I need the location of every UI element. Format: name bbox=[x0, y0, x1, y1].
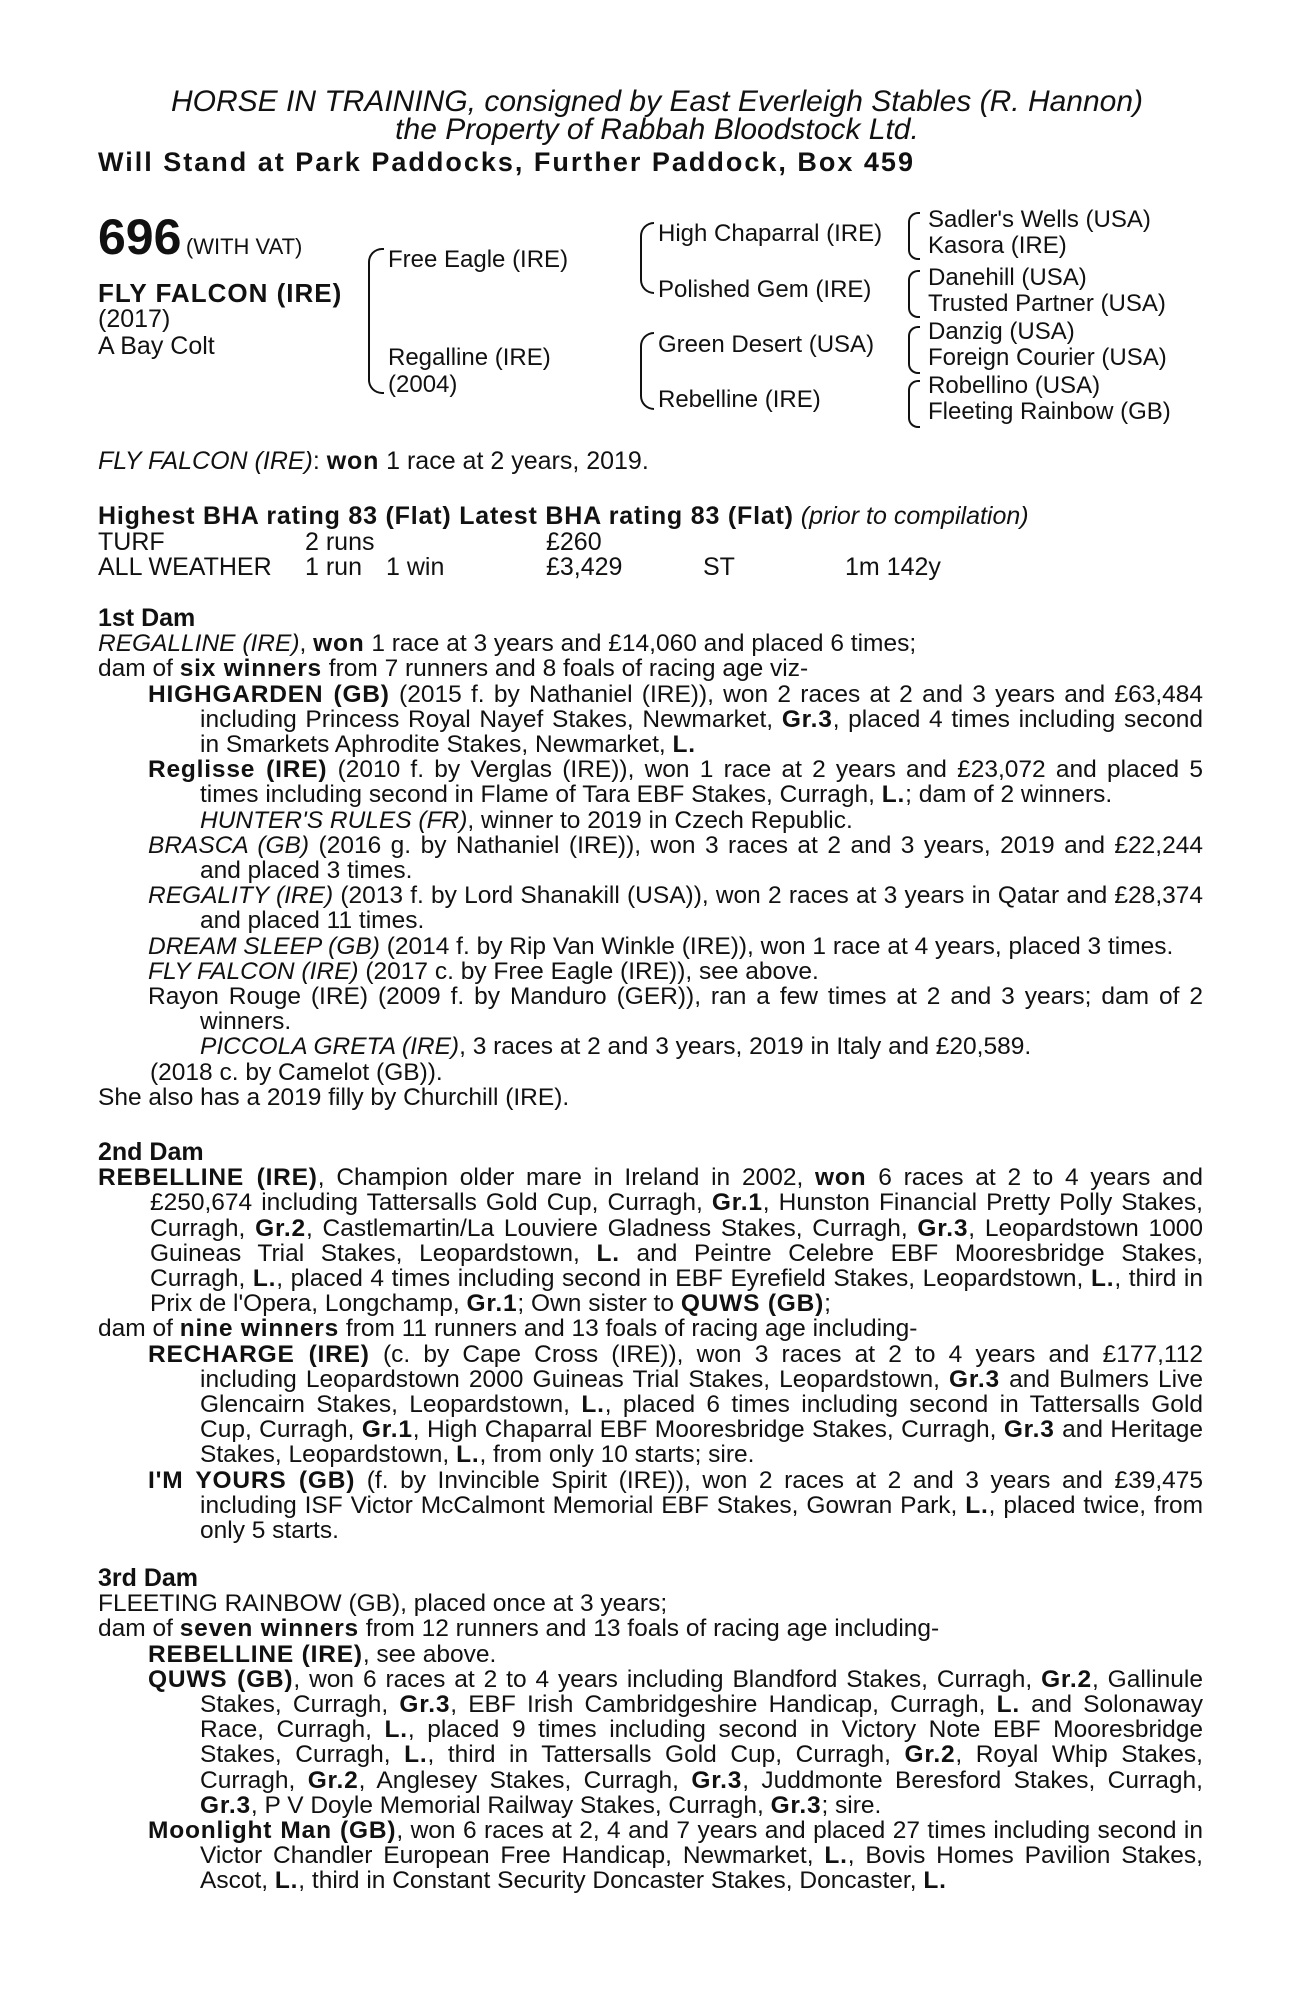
grade: Gr.1 bbox=[361, 1416, 413, 1444]
progeny-name: HIGHGARDEN (GB) bbox=[148, 680, 390, 708]
progeny-text: , Gallinule Stakes, Curragh, bbox=[200, 1665, 1203, 1719]
pedigree-dam-year: (2004) bbox=[388, 371, 458, 398]
progeny-text: , placed 4 times including second in Smarkets Aphrodite Stakes, Newmarket, bbox=[200, 705, 1203, 759]
pedigree-g1: Sadler's Wells (USA) bbox=[928, 206, 1151, 233]
pedigree-brace-g2 bbox=[908, 270, 920, 318]
progeny-name: RECHARGE (IRE) bbox=[148, 1340, 370, 1368]
sister-name: QUWS (GB) bbox=[680, 1290, 825, 1318]
aw-wins: 1 win bbox=[386, 553, 445, 581]
rating-line bbox=[98, 502, 1029, 531]
listed: L. bbox=[274, 1867, 299, 1895]
progeny-text: (2010 f. by Verglas (IRE)), won 1 race at 2 years and £23,072 and placed 5 times including second in Flame of Tara EBF Stakes, Curragh, bbox=[200, 756, 1203, 809]
record-text: and Peintre Celebre EBF Mooresbridge Stakes, Curragh, bbox=[150, 1239, 1203, 1293]
grade: Gr.2 bbox=[904, 1741, 956, 1769]
rating-note: (prior to compilation) bbox=[800, 502, 1029, 530]
summary-won: won bbox=[326, 447, 380, 475]
progeny-name: REGALITY (IRE) bbox=[148, 882, 334, 910]
progeny-text: , High Chaparral EBF Mooresbridge Stakes, Curragh, bbox=[412, 1416, 997, 1444]
record-text: , Leopardstown 1000 Guineas Trial Stakes, Leopardstown, bbox=[150, 1214, 1203, 1267]
progeny-name: DREAM SLEEP (GB) bbox=[148, 932, 380, 960]
progeny-hunters-rules bbox=[98, 808, 1203, 833]
pedigree-sire-sire: High Chaparral (IRE) bbox=[658, 220, 883, 247]
first-dam-section bbox=[98, 606, 1203, 1110]
progeny-text: , placed 9 times including second in Victory Note EBF Mooresbridge Stakes, Curragh, bbox=[200, 1716, 1203, 1769]
winners-count: nine winners bbox=[179, 1315, 340, 1343]
record-won: won bbox=[815, 1164, 867, 1192]
pedigree-brace-dam bbox=[640, 332, 654, 410]
winners-count: seven winners bbox=[179, 1615, 359, 1643]
grade: Gr.1 bbox=[466, 1290, 518, 1318]
progeny-text: (f. by Invincible Spirit (IRE)), won 2 races at 2 and 3 years and £39,475 including ISF Victor McCalmont Memorial EBF Stakes, Gowran Park, bbox=[200, 1466, 1204, 1519]
progeny-rebelline bbox=[98, 1642, 1203, 1667]
second-dam-produce bbox=[98, 1316, 1203, 1341]
progeny-text: ; sire. bbox=[821, 1791, 882, 1819]
aw-runs: 1 run bbox=[305, 553, 362, 581]
progeny-text: , see above. bbox=[362, 1640, 497, 1668]
progeny-text: (c. by Cape Cross (IRE)), won 3 races at 2 to 4 years and £177,112 including Leopardstown 2000 Guineas Trial Stakes, Leopardstown, bbox=[200, 1340, 1203, 1393]
grade: Gr.3 bbox=[949, 1365, 1000, 1393]
record-text: , placed 4 times including second in EBF Eyrefield Stakes, Leopardstown, bbox=[276, 1265, 1084, 1293]
second-dam-heading: 2nd Dam bbox=[98, 1138, 204, 1166]
lot-number-line bbox=[98, 208, 302, 266]
progeny-text: (2017 c. by Free Eagle (IRE)), see above. bbox=[365, 957, 819, 985]
pedigree-brace-main bbox=[368, 248, 384, 394]
progeny-name: BRASCA (GB) bbox=[148, 831, 310, 859]
first-dam-heading: 1st Dam bbox=[98, 604, 196, 632]
first-dam-runners: from 7 runners and 8 foals of racing age viz- bbox=[328, 655, 809, 683]
progeny-text: (2013 f. by Lord Shanakill (USA)), won 2 races at 3 years in Qatar and £28,374 and placed 11 times. bbox=[200, 882, 1203, 935]
third-dam-produce bbox=[98, 1616, 1203, 1641]
progeny-brasca bbox=[98, 833, 1203, 883]
pedigree-g2: Kasora (IRE) bbox=[928, 232, 1067, 259]
grade: Gr.2 bbox=[307, 1766, 359, 1794]
pedigree-g6: Foreign Courier (USA) bbox=[928, 344, 1167, 371]
listed: L. bbox=[596, 1239, 620, 1267]
third-dam-section bbox=[98, 1566, 1203, 1894]
summary-rest: 1 race at 2 years, 2019. bbox=[386, 447, 649, 475]
pedigree-brace-g3 bbox=[908, 326, 920, 374]
progeny-text: (2014 f. by Rip Van Winkle (IRE)), won 1 race at 4 years, placed 3 times. bbox=[386, 932, 1174, 960]
progeny-name: Moonlight Man (GB) bbox=[148, 1817, 397, 1845]
progeny-fly-falcon bbox=[98, 959, 1203, 984]
progeny-2018: (2018 c. by Camelot (GB)). bbox=[150, 1058, 443, 1086]
pedigree-brace-g4 bbox=[908, 380, 920, 428]
progeny-text: and Bulmers Live Glencairn Stakes, Leopardstown, bbox=[200, 1365, 1204, 1419]
aw-amount: £3,429 bbox=[546, 553, 623, 581]
pedigree-g5: Danzig (USA) bbox=[928, 318, 1075, 345]
summary-name: FLY FALCON (IRE) bbox=[98, 447, 313, 475]
progeny-text: , EBF Irish Cambridgeshire Handicap, Curragh, bbox=[450, 1691, 986, 1719]
grade: Gr.3 bbox=[917, 1214, 969, 1242]
vat-note: (WITH VAT) bbox=[185, 234, 303, 259]
third-dam-record: FLEETING RAINBOW (GB), placed once at 3 years; bbox=[98, 1590, 668, 1618]
listed: L. bbox=[384, 1716, 408, 1744]
pedigree-sire-dam: Polished Gem (IRE) bbox=[658, 276, 872, 303]
progeny-regality bbox=[98, 883, 1203, 933]
listed: L. bbox=[996, 1691, 1020, 1719]
turf-runs: 2 runs bbox=[305, 528, 375, 556]
progeny-moonlight-man bbox=[98, 1818, 1203, 1894]
turf-label: TURF bbox=[98, 528, 165, 556]
progeny-text: , third in Constant Security Doncaster Stakes, Doncaster, bbox=[298, 1867, 917, 1895]
pedigree-g8: Fleeting Rainbow (GB) bbox=[928, 398, 1171, 425]
header-consignor: HORSE IN TRAINING, consigned by East Everleigh Stables (R. Hannon) bbox=[170, 85, 1144, 118]
progeny-quws bbox=[98, 1667, 1203, 1818]
first-dam-winners: six winners bbox=[179, 655, 322, 683]
listed: L. bbox=[581, 1391, 605, 1419]
pedigree-dam-dam: Rebelline (IRE) bbox=[658, 386, 821, 413]
record-text: , Castlemartin/La Louviere Gladness Stakes, Curragh, bbox=[305, 1214, 908, 1242]
progeny-reglisse bbox=[98, 757, 1203, 807]
grade: Gr.1 bbox=[711, 1189, 763, 1217]
runners-text: from 11 runners and 13 foals of racing age including- bbox=[345, 1315, 918, 1343]
grade: Gr.2 bbox=[1041, 1665, 1092, 1693]
progeny-piccola-greta bbox=[98, 1034, 1203, 1059]
aw-label: ALL WEATHER bbox=[98, 553, 272, 581]
first-dam-line1: REGALLINE (IRE), won 1 race at 3 years and £14,060 and placed 6 times; bbox=[98, 630, 917, 658]
progeny-rayon-rouge bbox=[98, 984, 1203, 1034]
progeny-name: REBELLINE (IRE) bbox=[148, 1640, 363, 1668]
progeny-text: , Royal Whip Stakes, Curragh, bbox=[200, 1741, 1203, 1794]
progeny-im-yours bbox=[98, 1468, 1203, 1544]
record-text: , Champion older mare in Ireland in 2002, bbox=[317, 1164, 804, 1192]
aw-going: ST bbox=[703, 553, 735, 581]
grade: Gr.3 bbox=[770, 1791, 822, 1819]
progeny-highgarden bbox=[98, 682, 1203, 758]
progeny-text: and Heritage Stakes, Leopardstown, bbox=[200, 1416, 1203, 1469]
first-dam-line2 bbox=[98, 656, 1203, 681]
progeny-name: I'M YOURS (GB) bbox=[148, 1466, 356, 1494]
first-dam-won: won bbox=[313, 630, 365, 658]
progeny-name: FLY FALCON (IRE) bbox=[148, 957, 359, 985]
progeny-text: , winner to 2019 in Czech Republic. bbox=[467, 806, 853, 834]
progeny-text: (2016 g. by Nathaniel (IRE)), won 3 races at 2 and 3 years, 2019 and £22,244 and placed 3 times. bbox=[200, 831, 1203, 885]
lot-name: FLY FALCON (IRE) bbox=[98, 278, 343, 308]
pedigree-brace-sire bbox=[640, 222, 654, 294]
second-dam-record bbox=[98, 1165, 1203, 1316]
progeny-text: , third in Tattersalls Gold Cup, Curragh, bbox=[427, 1741, 891, 1769]
listed: L. bbox=[456, 1441, 480, 1469]
progeny-text: , Juddmonte Beresford Stakes, Curragh, bbox=[742, 1766, 1203, 1794]
first-dam-filly: She also has a 2019 filly by Churchill (IRE). bbox=[98, 1083, 570, 1111]
header-property: the Property of Rabbah Bloodstock Ltd. bbox=[395, 113, 919, 146]
record-text: , Hunston Financial Pretty Polly Stakes, Curragh, bbox=[150, 1189, 1203, 1242]
progeny-text: , placed 6 times including second in Tattersalls Gold Cup, Curragh, bbox=[200, 1391, 1204, 1444]
record-text: ; Own sister to bbox=[517, 1290, 674, 1318]
progeny-name: Reglisse (IRE) bbox=[148, 756, 328, 784]
record-text: 6 races at 2 to 4 years and £250,674 including Tattersalls Gold Cup, Curragh, bbox=[150, 1164, 1203, 1217]
progeny-text: , won 6 races at 2, 4 and 7 years and placed 27 times including second in Victor Chandler European Free Handicap, Newmarket, bbox=[200, 1817, 1204, 1870]
record-text: , third in Prix de l'Opera, Longchamp, bbox=[150, 1265, 1203, 1318]
listed: L. bbox=[881, 781, 906, 809]
grade: Gr.3 bbox=[399, 1691, 451, 1719]
first-dam-record: 1 race at 3 years and £14,060 and placed 6 times; bbox=[371, 630, 917, 658]
turf-amount: £260 bbox=[546, 528, 602, 556]
lot-year: (2017) bbox=[98, 305, 171, 333]
header-location: Will Stand at Park Paddocks, Further Paddock, Box 459 bbox=[98, 147, 915, 177]
runners-text: from 12 runners and 13 foals of racing age including- bbox=[365, 1615, 940, 1643]
listed: L. bbox=[1090, 1265, 1115, 1293]
progeny-text: and Solonaway Race, Curragh, bbox=[200, 1691, 1204, 1744]
listed: L. bbox=[965, 1491, 989, 1519]
lot-number: 696 bbox=[98, 209, 182, 265]
progeny-text: , placed twice, from only 5 starts. bbox=[200, 1491, 1203, 1545]
aw-distance: 1m 142y bbox=[845, 553, 941, 581]
listed: L. bbox=[923, 1867, 947, 1895]
damof-text: dam of bbox=[98, 1615, 173, 1643]
grade: Gr.3 bbox=[200, 1791, 251, 1819]
progeny-text: Rayon Rouge (IRE) (2009 f. by Manduro (GER)), ran a few times at 2 and 3 years; dam of 2 winners. bbox=[148, 983, 1203, 1036]
progeny-text: , 3 races at 2 and 3 years, 2019 in Italy and £20,589. bbox=[459, 1033, 1032, 1061]
record-text: ; bbox=[824, 1290, 831, 1318]
rating-bold: Highest BHA rating 83 (Flat) Latest BHA rating 83 (Flat) bbox=[98, 502, 794, 530]
pedigree-g7: Robellino (USA) bbox=[928, 372, 1101, 399]
grade: Gr.3 bbox=[781, 705, 833, 733]
progeny-text: ; dam of 2 winners. bbox=[905, 781, 1113, 809]
grade: Gr.3 bbox=[1003, 1416, 1055, 1444]
progeny-dream-sleep bbox=[98, 934, 1203, 959]
progeny-name: QUWS (GB) bbox=[148, 1665, 294, 1693]
pedigree-sire: Free Eagle (IRE) bbox=[388, 246, 569, 273]
third-dam-heading: 3rd Dam bbox=[98, 1564, 199, 1592]
progeny-text: , from only 10 starts; sire. bbox=[479, 1441, 755, 1469]
pedigree-dam: Regalline (IRE) bbox=[388, 344, 551, 371]
listed: L. bbox=[672, 731, 696, 759]
progeny-name: PICCOLA GRETA (IRE) bbox=[200, 1033, 460, 1061]
progeny-name: HUNTER'S RULES (FR) bbox=[200, 806, 468, 834]
listed: L. bbox=[824, 1842, 848, 1870]
pedigree-dam-sire: Green Desert (USA) bbox=[658, 331, 875, 358]
pedigree-brace-g1 bbox=[908, 212, 920, 260]
damof-text: dam of bbox=[98, 1315, 173, 1343]
progeny-recharge bbox=[98, 1342, 1203, 1468]
progeny-text: , Bovis Homes Pavilion Stakes, Ascot, bbox=[200, 1842, 1203, 1895]
summary-colon: : bbox=[312, 447, 320, 475]
pedigree-g4: Trusted Partner (USA) bbox=[928, 290, 1166, 317]
progeny-text: , won 6 races at 2 to 4 years including Blandford Stakes, Curragh, bbox=[293, 1665, 1033, 1693]
first-dam-name: REGALLINE (IRE) bbox=[98, 630, 300, 658]
race-summary bbox=[98, 447, 649, 476]
progeny-text: , P V Doyle Memorial Railway Stakes, Curragh, bbox=[250, 1791, 764, 1819]
lot-description: A Bay Colt bbox=[98, 332, 215, 360]
pedigree-g3: Danehill (USA) bbox=[928, 264, 1087, 291]
grade: Gr.2 bbox=[255, 1214, 306, 1242]
first-dam-damof: dam of bbox=[98, 655, 173, 683]
progeny-text: (2015 f. by Nathaniel (IRE)), won 2 races at 2 and 3 years and £63,484 including Princess Royal Nayef Stakes, Newmarket, bbox=[200, 680, 1204, 733]
progeny-text: , Anglesey Stakes, Curragh, bbox=[358, 1766, 679, 1794]
second-dam-name: REBELLINE (IRE) bbox=[98, 1164, 318, 1192]
listed: L. bbox=[404, 1741, 428, 1769]
second-dam-section bbox=[98, 1140, 1203, 1543]
listed: L. bbox=[252, 1265, 277, 1293]
grade: Gr.3 bbox=[691, 1766, 743, 1794]
